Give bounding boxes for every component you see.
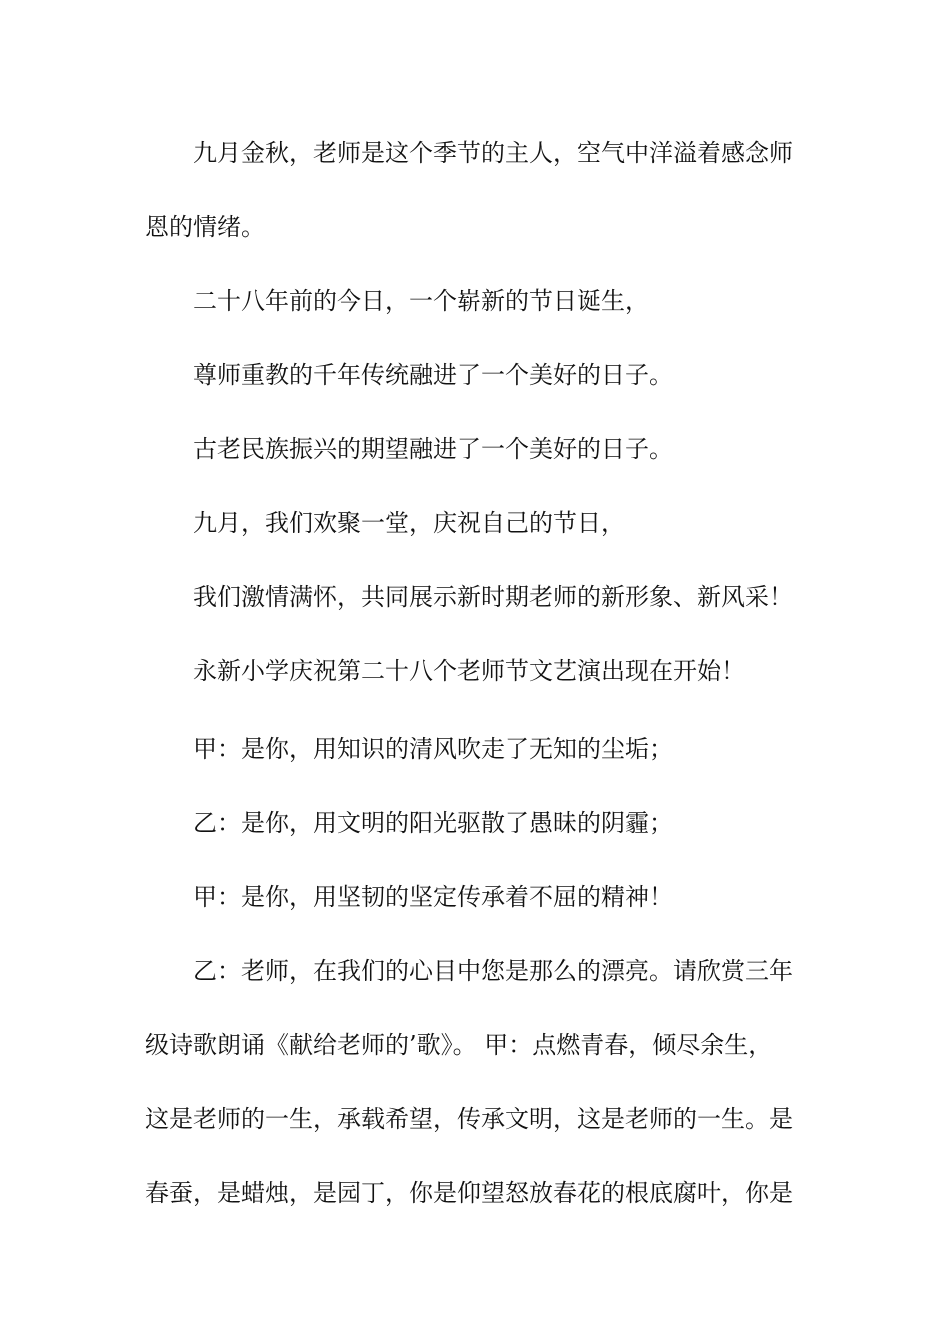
paragraph-line-2: 恩的情绪。 <box>145 213 265 241</box>
paragraph-line-3: 二十八年前的今日，一个崭新的节日诞生， <box>193 287 649 315</box>
paragraph-line-11: 春蚕，是蜡烛，是园丁，你是仰望怒放春花的根底腐叶，你是 <box>145 1179 793 1207</box>
paragraph-line-1: 九月金秋，老师是这个季节的主人，空气中洋溢着感念师 <box>193 139 793 167</box>
dialogue-line-2: 乙：是你，用文明的阳光驱散了愚昧的阴霾； <box>193 809 673 837</box>
paragraph-line-8: 永新小学庆祝第二十八个老师节文艺演出现在开始！ <box>193 657 745 685</box>
dialogue-line-3: 甲：是你，用坚韧的坚定传承着不屈的精神！ <box>193 883 673 911</box>
paragraph-line-5: 古老民族振兴的期望融进了一个美好的日子。 <box>193 435 673 463</box>
paragraph-line-6: 九月，我们欢聚一堂，庆祝自己的节日， <box>193 509 625 537</box>
paragraph-line-4: 尊师重教的千年传统融进了一个美好的日子。 <box>193 361 673 389</box>
paragraph-line-7: 我们激情满怀，共同展示新时期老师的新形象、新风采！ <box>193 583 793 611</box>
paragraph-line-10: 这是老师的一生，承载希望，传承文明，这是老师的一生。是 <box>145 1105 793 1133</box>
paragraph-line-9: 级诗歌朗诵《献给老师的’歌》。 甲：点燃青春，倾尽余生， <box>145 1031 773 1059</box>
dialogue-line-4: 乙：老师，在我们的心目中您是那么的漂亮。请欣赏三年 <box>193 957 793 985</box>
dialogue-line-1: 甲：是你，用知识的清风吹走了无知的尘垢； <box>193 735 673 763</box>
